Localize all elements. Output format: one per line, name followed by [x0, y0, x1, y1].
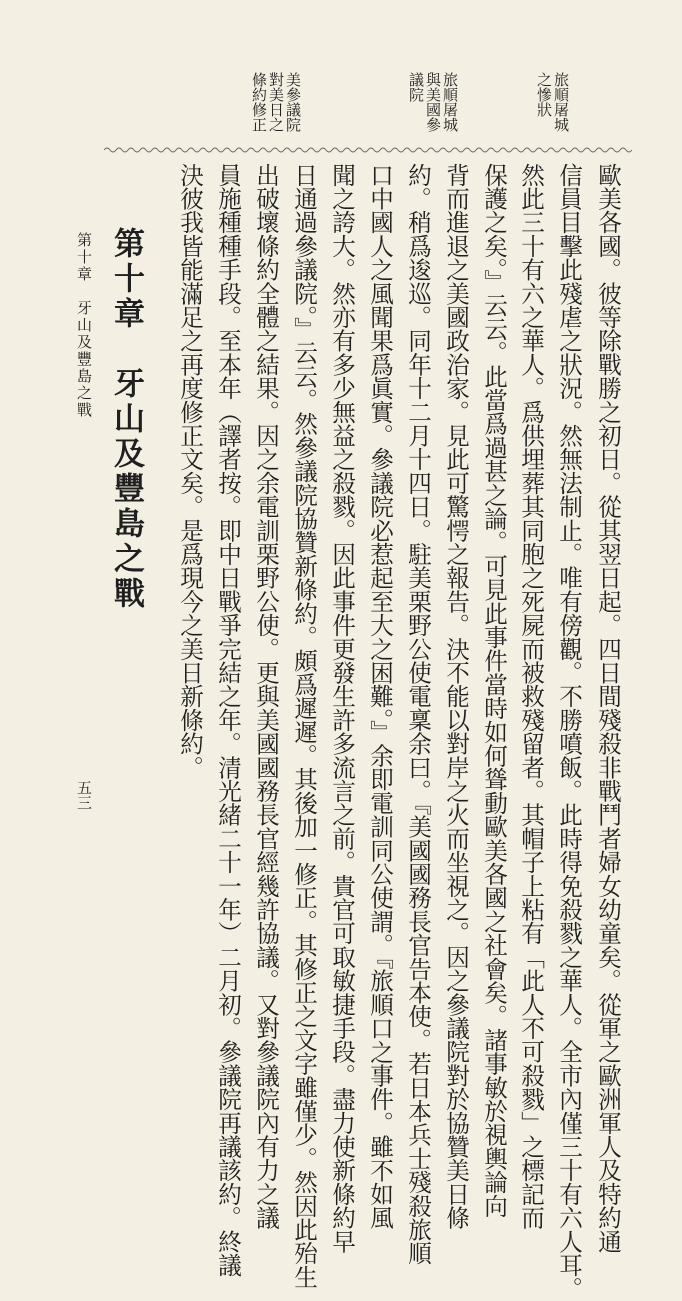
- margin-note-3-line-3: 條約修正: [250, 72, 268, 132]
- margin-note-2: [407, 72, 458, 132]
- body-column-6: 約。稍爲逡巡。同年十二月十四日。駐美栗野公使電稟余曰。『美國國務長官告本使。若日本兵士殘殺旅順: [404, 163, 432, 1266]
- margin-note-3-line-2: 對美日之: [267, 72, 285, 132]
- body-column-8: 聞之誇大。然亦有多少無益之殺戮。因此事件更發生許多流言之前。貴官可取敏捷手段。盡力使新條約早: [328, 163, 356, 1254]
- wavy-divider: [104, 143, 632, 157]
- body-column-11: 員施種種手段。至本年（譯者按。即中日戰爭完結之年。清光緒二十一年）二月初。參議院再議該約。終議: [214, 163, 242, 1277]
- body-column-12: 決彼我皆能滿足之再度修正文矣。是爲現今之美日新條約。: [176, 163, 204, 780]
- body-column-1: 歐美各國。彼等除戰勝之初日。從其翌日起。四日間殘殺非戰鬥者婦女幼童矣。從軍之歐洲軍人及特約通: [594, 163, 622, 1254]
- body-column-3: 然此三十有六之華人。爲供埋葬其同胞之死屍而被救殘留者。其帽子上粘有「此人不可殺戮」之標記而: [517, 163, 545, 1230]
- margin-note-1-line-2: 之慘狀: [535, 72, 553, 117]
- body-column-9: 日通過參議院。』云云。然參議院協贊新條約。頗爲遲遲。其後加一修正。其修正之文字雖僅少。然因此殆生: [290, 163, 318, 1289]
- margin-note-2-line-1: 旅順屠城: [441, 72, 459, 132]
- margin-note-1: [535, 72, 569, 132]
- page-number: 五三: [75, 780, 93, 810]
- margin-note-3: [250, 72, 301, 132]
- running-head: 第十章 牙山及豐島之戰: [75, 232, 93, 419]
- margin-note-2-line-2: 與美國參: [424, 72, 442, 132]
- body-column-5: 背而進退之美國政治家。見此可驚愕之報告。決不能以對岸之火而坐視之。因之參議院對於協贊美日條: [442, 163, 470, 1230]
- body-column-4: 保護之矣。』云云。此當爲過甚之論。可見此事件當時如何聳動歐美各國之社會矣。諸事敏於視輿論向: [480, 163, 508, 1218]
- chapter-title: 第十章 牙山及豐島之戰: [108, 227, 144, 612]
- body-column-2: 信員目擊此殘虐之狀況。然無法制止。唯有傍觀。不勝噴飯。此時得免殺戮之華人。全市內僅三十有六人耳。: [555, 163, 583, 1301]
- body-column-7: 口中國人之風聞果爲眞實。參議院必惹起至大之困難。』余即電訓同公使謂。『旅順口之事件。雖不如風: [366, 163, 394, 1230]
- margin-note-2-line-3: 議院: [407, 72, 425, 102]
- margin-note-1-line-1: 旅順屠城: [552, 72, 570, 132]
- body-column-10: 出破壞條約全體之結果。因之余電訓栗野公使。更與美國國務長官經幾許協議。又對參議院內有力之議: [252, 163, 280, 1230]
- margin-note-3-line-1: 美參議院: [284, 72, 302, 132]
